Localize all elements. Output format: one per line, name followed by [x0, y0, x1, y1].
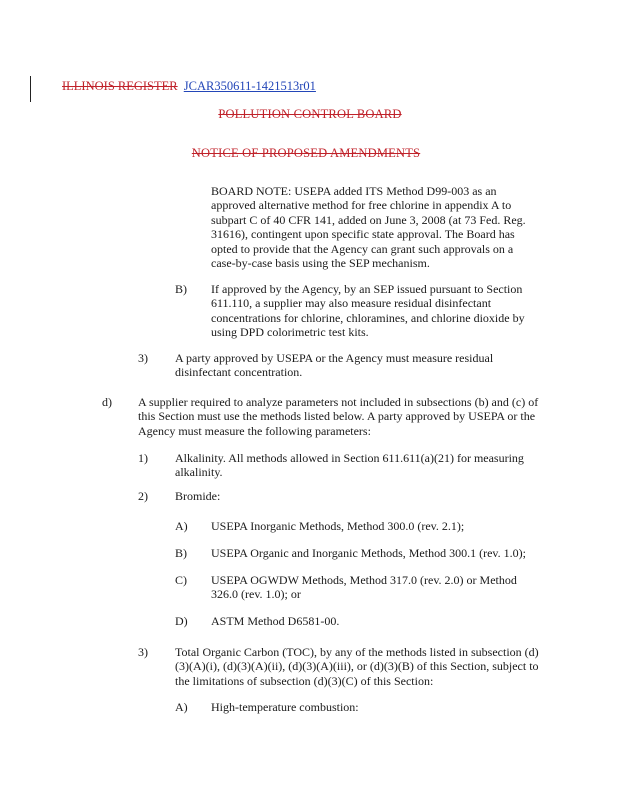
item-text: USEPA OGWDW Methods, Method 317.0 (rev. 2.0) or Method 326.0 (rev. 1.0); or	[211, 573, 517, 602]
register-title: ILLINOIS REGISTER	[62, 79, 178, 93]
item-text: A supplier required to analyze parameters not included in subsections (b) and (c) of this Section must use the methods listed below. A party approved by USEPA or the Agency must measure the following parameters:	[138, 395, 539, 438]
item-text: High-temperature combustion:	[211, 700, 359, 714]
item-label: B)	[175, 546, 187, 560]
item-text: Total Organic Carbon (TOC), by any of the methods listed in subsection (d)(3)(A)(i), (d)(3)(A)(ii), (d)(3)(A)(iii), or (d)(3)(B) of this Section, subject to the limitations of subsection (d)(3)(C) of this Section:	[175, 645, 539, 688]
item-label: D)	[175, 614, 188, 628]
margin-change-bar	[30, 76, 31, 102]
jcar-identifier: JCAR350611-1421513r01	[183, 79, 316, 93]
register-header	[62, 79, 316, 94]
item-text: USEPA Organic and Inorganic Methods, Method 300.1 (rev. 1.0);	[211, 546, 526, 560]
item-label: 3)	[138, 351, 148, 365]
item-label: d)	[102, 395, 112, 409]
notice-title: NOTICE OF PROPOSED AMENDMENTS	[191, 146, 421, 160]
item-label: 1)	[138, 451, 148, 465]
item-text: Alkalinity. All methods allowed in Section 611.611(a)(21) for measuring alkalinity.	[175, 451, 524, 480]
item-text: ASTM Method D6581-00.	[211, 614, 340, 628]
board-title: POLLUTION CONTROL BOARD	[218, 107, 402, 121]
item-label: A)	[175, 519, 188, 533]
item-label: A)	[175, 700, 188, 714]
item-label: C)	[175, 573, 187, 587]
board-note: BOARD NOTE: USEPA added ITS Method D99-003 as an approved alternative method for free chlorine in appendix A to subpart C of 40 CFR 141, added on June 3, 2008 (at 73 Fed. Reg. 31616), contingent upon specific state approval. The Board has opted to provide that the Agency can grant such approvals on a case-by-case basis using the SEP mechanism.	[211, 184, 526, 271]
item-text: Bromide:	[175, 489, 221, 503]
item-text: USEPA Inorganic Methods, Method 300.0 (rev. 2.1);	[211, 519, 465, 533]
item-label: 2)	[138, 489, 148, 503]
item-text: If approved by the Agency, by an SEP issued pursuant to Section 611.110, a supplier may also measure residual disinfectant concentrations for chlorine, chloramines, and chlorine dioxide by using DPD colorimetric test kits.	[211, 282, 525, 340]
item-label: 3)	[138, 645, 148, 659]
item-text: A party approved by USEPA or the Agency must measure residual disinfectant concentration.	[175, 351, 494, 380]
item-label: B)	[175, 282, 187, 296]
